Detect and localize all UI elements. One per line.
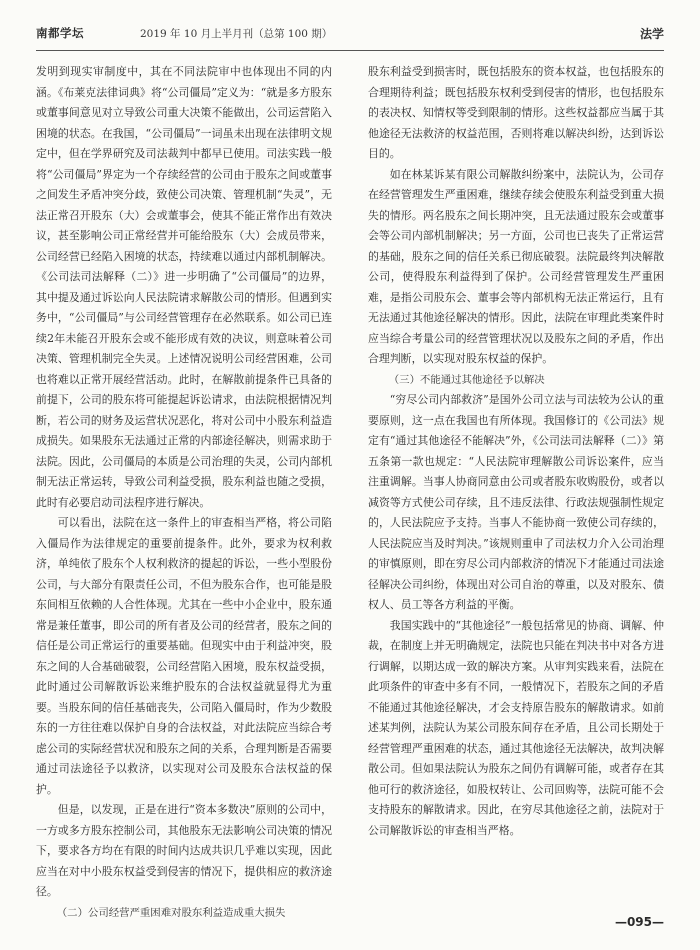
- paragraph: 股东利益受到损害时，既包括股东的资本权益，也包括股东的合理期待利益；既包括股东权利受到侵害的情形，也包括股东的表决权、知情权等受到限制的情形。这些权益都应当属于其他途径无法救济的权益范围，否则将难以解决纠纷，达到诉讼目的。: [368, 65, 664, 160]
- paragraph: 如在林某诉某有限公司解散纠纷案中，法院认为，公司存在经营管理发生严重困难，继续存续会使股东利益受到重大损失的情形。两名股东之间长期冲突，且无法通过股东会或董事会等公司内部机制解决；另一方面，公司也已丧失了正常运营的基础，股东之间的信任关系已彻底破裂。法院最终判决解散公司，使得股东利益得到了保护。公司经营管理发生严重困难，是指公司股东会、董事会等内部机构无法正常运行，且有无法通过其他途径解决的情形。因此，法院在审理此类案件时应当综合考量公司的经营管理状况以及股东之间的矛盾，作出合理判断，以实现对股东权益的保护。: [368, 167, 664, 365]
- paragraph: 我国实践中的“其他途径”一般包括常见的协商、调解、仲裁，在制度上并无明确规定，法院也只能在判决书中对各方进行调解，以期达成一致的解决方案。从审判实践来看，法院在此项条件的审查中多有不同，一般情况下，若股东之间的矛盾不能通过其他途径解决，才会支持原告股东的解散请求。如前述某判例，法院认为某公司股东间存在矛盾，且公司长期处于经营管理严重困难的状态，通过其他途径无法解决，故判决解散公司。但如果法院认为股东之间仍有调解可能，或者存在其他可行的救济途径，如股权转让、公司回购等，法院可能不会支持股东的解散请求。因此，在穷尽其他途径之前，法院对于公司解散诉讼的审查相当严格。: [368, 618, 664, 837]
- running-header: [36, 22, 664, 51]
- paragraph: “穷尽公司内部救济”是国外公司立法与司法较为公认的重要原则，这一点在我国也有所体现。我国修订的《公司法》规定有“通过其他途径不能解决”外，《公司法司法解释（二）》第五条第一款也规定：“人民法院审理解散公司诉讼案件，应当注重调解。当事人协商同意由公司或者股东收购股份，或者以减资等方式使公司存续，且不违反法律、行政法规强制性规定的，人民法院应予支持。当事人不能协商一致使公司存续的，人民法院应当及时判决。”该规则重申了司法权力介入公司治理的审慎原则，即在穷尽公司内部救济的情况下才能通过司法途径解决公司纠纷，体现出对公司自治的尊重，以及对股东、债权人、员工等各方利益的平衡。: [368, 393, 664, 611]
- left-column: [36, 62, 332, 919]
- page-number: —095—: [614, 915, 664, 929]
- issue-info: 2019 年 10 月上半月刊（总第 100 期）: [140, 28, 333, 40]
- section-heading: （二）公司经营严重困难对股东利益造成重大损失: [56, 906, 286, 919]
- right-column: [368, 62, 664, 904]
- section-heading: （三）不能通过其他途径予以解决: [388, 373, 545, 386]
- section-label: 法学: [639, 27, 664, 41]
- paragraph: 但是，以发现，正是在进行“资本多数决”原则的公司中，一方或多方股东控制公司，其他股东无法影响公司决策的情况下，要求各方均在有限的时间内达成共识几乎难以实现，因此应当在对中小股东权益受到侵害的情况下，提供相应的救济途径。: [36, 803, 332, 898]
- paragraph: 发明到现实审制度中，其在不同法院审中也体现出不同的内涵。《布莱克法律词典》将“公司僵局”定义为：“就是多方股东或董事间意见对立导致公司重大决策不能做出，公司运营陷入困境的状态。在我国，“公司僵局”一词虽未出现在法律明文规定中，但在学界研究及司法裁判中都早已使用。司法实践一般将“公司僵局”界定为一个存续经营的公司由于股东之间或董事之间发生矛盾冲突分歧，致使公司决策、管理机制“失灵”，无法正常召开股东（大）会或董事会，使其不能正常作出有效决议，甚至影响公司正常经营并可能给股东（大）会成员带来，公司经营已经陷入困境的状态，持续难以通过内部机制解决。《公司法司法解释（二）》进一步明确了“公司僵局”的边界，其中提及通过诉讼向人民法院请求解散公司的情形。但遇到实务中，“公司僵局”与公司经营管理存在必然联系。如公司已连续2年未能召开股东会或不能形成有效的决议，则意味着公司决策、管理机制完全失灵。上述情况说明公司经营困难，公司也将难以正常开展经营活动。此时，在解散前提条件已具备的前提下，公司的股东将可能提起诉讼请求，由法院根据情况判断，若公司的财务及运营状况恶化，将对公司中小股东利益造成损失。如果股东无法通过正常的内部途径解决，则需求助于法院。因此，公司僵局的本质是公司治理的失灵，公司内部机制无法正常运转，导致公司利益受损，股东利益也随之受损，此时有必要启动司法程序进行解决。: [36, 65, 332, 509]
- journal-title: 南都学坛: [36, 26, 84, 40]
- paragraph: 可以看出，法院在这一条件上的审查相当严格，将公司陷入僵局作为法律规定的重要前提条件。此外，要求为权利救济，单纯依了股东个人权利救济的提起的诉讼，一些小型股份公司，与大部分有限责任公司，不但为股东合作，也可能是股东间相互依赖的人合性体现。尤其在一些中小企业中，股东通常是兼任董事，即公司的所有者及公司的经营者，股东之间的信任是公司正常运行的重要基础。但现实中由于利益冲突，股东之间的人合基础破裂，公司经营陷入困境，股东权益受损，此时通过公司解散诉讼来维护股东的合法权益就显得尤为重要。当股东间的信任基础丧失，公司陷入僵局时，作为少数股东的一方往往难以保护自身的合法权益，对此法院应当综合考虑公司的实际经营状况和股东之间的关系，合理判断是否需要通过司法途径予以救济，以实现对公司及股东合法权益的保护。: [36, 516, 332, 796]
